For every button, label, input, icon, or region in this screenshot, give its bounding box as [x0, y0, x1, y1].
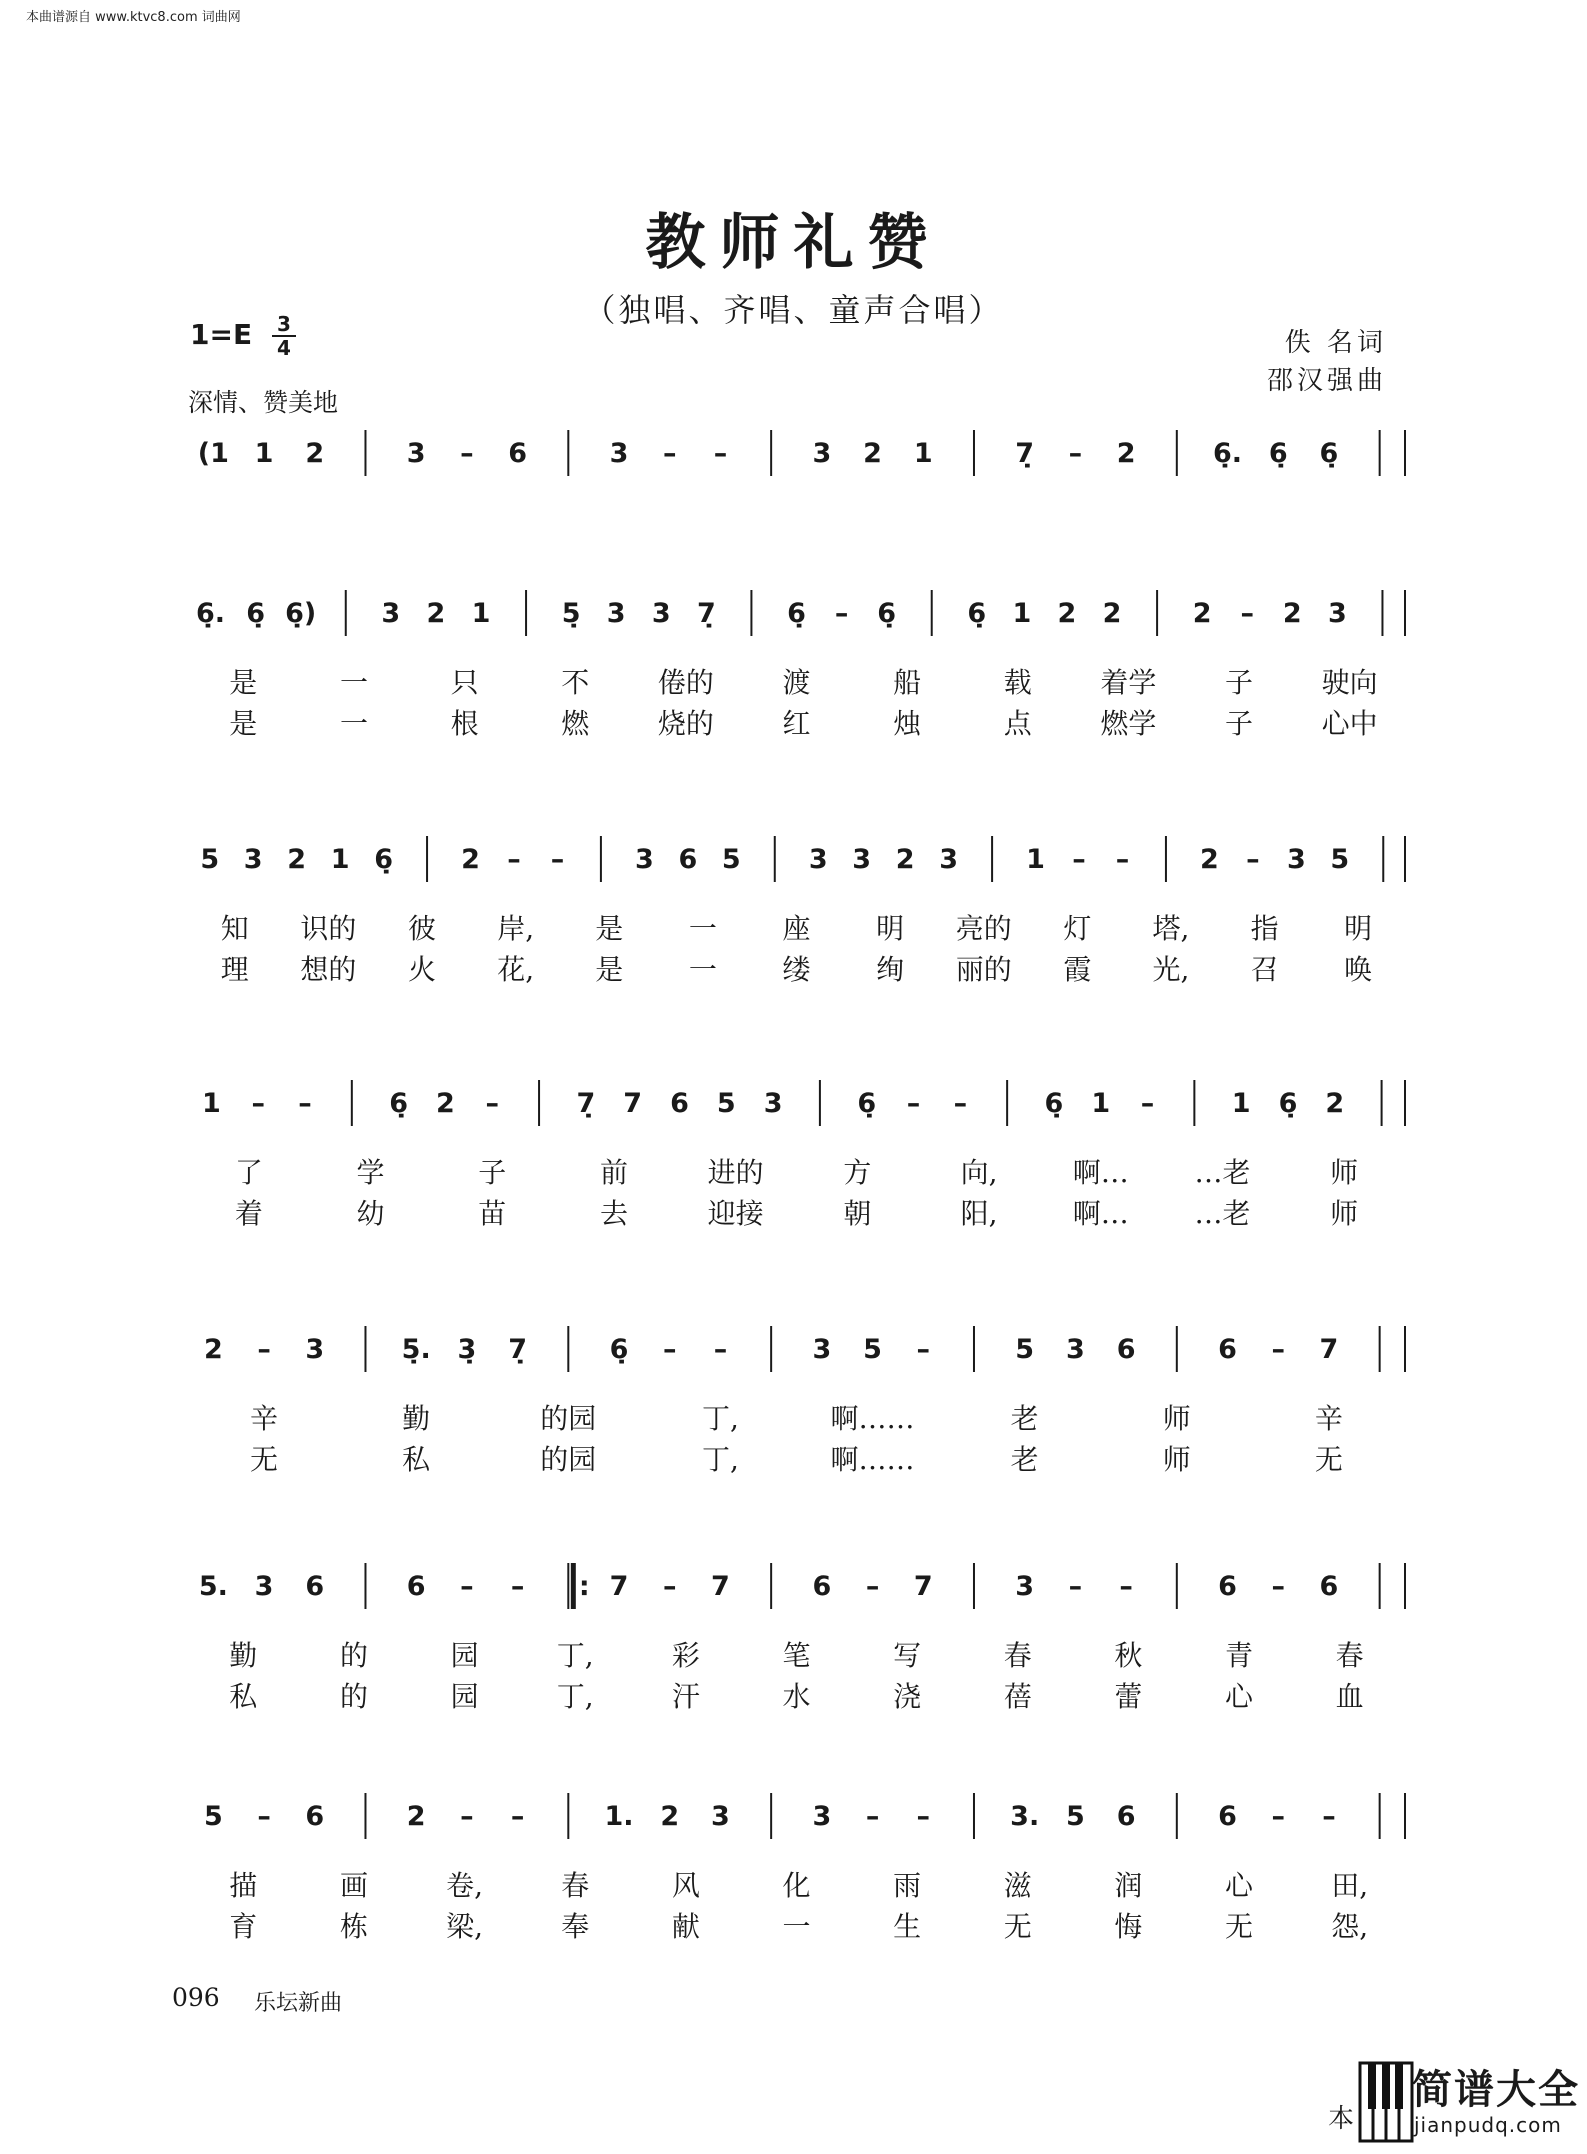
lyric-syllable: 召 — [1250, 953, 1279, 986]
lyric-syllable: 勤 — [229, 1639, 258, 1672]
lyric-syllable: 去 — [599, 1197, 628, 1230]
lyric-syllable: 学 — [356, 1156, 385, 1189]
lyric-syllable: 倦的 — [657, 666, 714, 699]
lyric-syllable: 着 — [234, 1197, 263, 1230]
lyric-syllable: 老 — [1010, 1402, 1039, 1435]
lyric-syllable: 悔 — [1114, 1910, 1143, 1943]
watermark-edge-char: 本 — [1328, 2104, 1355, 2134]
score-note: – — [1271, 1801, 1285, 1832]
score-note: 6̣ — [877, 598, 897, 629]
score-note: 3 — [1327, 598, 1347, 629]
lyric-syllable: 烧的 — [657, 707, 714, 740]
score-note: 3 — [651, 598, 671, 629]
score-note: 5. — [198, 1571, 228, 1602]
score-note: – — [460, 1801, 474, 1832]
composer-credit: 邵汉强曲 — [1266, 366, 1387, 396]
score-note: 3 — [634, 844, 654, 875]
lyric-syllable: 火 — [408, 953, 437, 986]
lyric-syllable: 燃学 — [1100, 707, 1157, 740]
lyric-syllable: 迎接 — [707, 1197, 764, 1230]
score-note: – — [251, 1088, 265, 1119]
lyric-syllable: 水 — [782, 1680, 811, 1713]
lyric-syllable: 丁, — [556, 1639, 594, 1672]
source-note: 本曲谱源自 www.ktvc8.com 词曲网 — [26, 10, 241, 25]
lyric-syllable: 汗 — [671, 1680, 700, 1713]
score-note: 6 — [1116, 1334, 1136, 1365]
magazine-name: 乐坛新曲 — [254, 1991, 343, 2016]
lyric-syllable: 丁, — [701, 1443, 739, 1476]
score-note: – — [1119, 1571, 1133, 1602]
lyric-syllable: 红 — [782, 707, 811, 740]
score-note: 2 — [1057, 598, 1077, 629]
lyric-syllable: 风 — [671, 1869, 700, 1902]
lyric-syllable: 向, — [960, 1156, 998, 1189]
lyric-syllable: 栋 — [339, 1910, 368, 1943]
lyric-syllable: 根 — [450, 707, 479, 740]
score-note: 7 — [609, 1571, 629, 1602]
lyric-syllable: 是 — [595, 912, 624, 945]
key-signature: 1=E — [190, 318, 253, 351]
score-note: 2 — [895, 844, 915, 875]
score-note: 6 — [812, 1571, 832, 1602]
lyric-syllable: 润 — [1114, 1869, 1143, 1902]
lyric-syllable: 丽的 — [955, 953, 1012, 986]
lyric-syllable: 雨 — [893, 1869, 922, 1902]
score-note: 2 — [436, 1088, 455, 1119]
lyric-syllable: 灯 — [1063, 912, 1092, 945]
score-note: – — [550, 844, 565, 875]
lyric-syllable: 师 — [1330, 1156, 1359, 1189]
score-note: 7 — [711, 1571, 730, 1602]
score-note: 7 — [913, 1571, 933, 1602]
score-note: 6̣ — [1319, 438, 1339, 469]
watermark-url: jianpudq.com — [1414, 2113, 1562, 2137]
score-note: 7 — [1319, 1334, 1339, 1365]
score-note: – — [460, 1571, 474, 1602]
lyric-syllable: 是 — [595, 953, 624, 986]
score-note: 6̣) — [285, 598, 317, 629]
score-note: 5 — [203, 1801, 223, 1832]
watermark-brand: 简谱大全 — [1412, 2067, 1580, 2113]
lyric-syllable: 只 — [450, 666, 479, 699]
lyricist-credit: 佚 名词 — [1284, 328, 1387, 358]
score-note: – — [1068, 1571, 1083, 1602]
lyric-syllable: 怨, — [1331, 1910, 1369, 1943]
score-note: 6̣ — [389, 1088, 409, 1119]
lyric-syllable: 前 — [599, 1156, 628, 1189]
lyric-syllable: 一 — [339, 666, 368, 699]
lyric-syllable: 无 — [1225, 1910, 1254, 1943]
score-note: – — [1068, 438, 1083, 469]
score-note: – — [953, 1088, 968, 1119]
score-note: 3 — [808, 844, 828, 875]
lyric-syllable: 啊… — [1072, 1197, 1129, 1230]
score-note: – — [662, 1334, 677, 1365]
lyric-syllable: 生 — [893, 1910, 922, 1943]
repeat-dots: : — [578, 1571, 590, 1602]
lyric-syllable: 船 — [893, 666, 922, 699]
score-note: 6̣ — [374, 844, 393, 875]
score-note: 2 — [1282, 598, 1302, 629]
score-note: 5 — [716, 1088, 736, 1119]
score-note: 2 — [406, 1801, 426, 1832]
lyric-syllable: 笔 — [782, 1639, 811, 1672]
score-note: 1 — [254, 438, 274, 469]
lyric-syllable: 光, — [1152, 953, 1190, 986]
time-bottom: 4 — [277, 336, 291, 360]
score-note: 2 — [305, 438, 325, 469]
score-note: – — [1271, 1334, 1285, 1365]
score-note: 3 — [939, 844, 959, 875]
score-note: 7̣ — [508, 1334, 528, 1365]
lyric-syllable: 进的 — [707, 1156, 764, 1189]
lyric-syllable: 的 — [339, 1680, 368, 1713]
score-note: 6̣ — [1278, 1088, 1298, 1119]
score-note: 7̣ — [1015, 438, 1035, 469]
score-note: – — [865, 1571, 880, 1602]
score-note: 6̣. — [196, 598, 226, 629]
page-number: 096 — [172, 1983, 220, 2012]
lyric-syllable: 座 — [782, 912, 811, 945]
lyric-syllable: 是 — [229, 707, 258, 740]
score-note: – — [713, 1334, 728, 1365]
score-note: 1 — [1231, 1088, 1251, 1119]
lyric-syllable: 霞 — [1063, 953, 1092, 986]
score-note: 5 — [721, 844, 741, 875]
score-note: 3 — [852, 844, 872, 875]
lyric-syllable: 师 — [1162, 1443, 1191, 1476]
lyric-syllable: 辛 — [1314, 1402, 1343, 1435]
lyric-syllable: 心 — [1225, 1680, 1254, 1713]
lyric-syllable: 的园 — [540, 1402, 597, 1435]
score-note: – — [460, 438, 474, 469]
score-note: – — [916, 1334, 931, 1365]
lyric-syllable: 蓓 — [1003, 1680, 1032, 1713]
lyric-syllable: 唤 — [1344, 953, 1373, 986]
lyric-syllable: 燃 — [561, 707, 590, 740]
lyric-syllable: 亮的 — [955, 912, 1012, 945]
score-note: 2 — [1116, 438, 1136, 469]
lyric-syllable: 塔, — [1152, 912, 1190, 945]
lyric-syllable: 知 — [220, 912, 249, 945]
lyric-syllable: 丁, — [701, 1402, 739, 1435]
score-note: – — [916, 1801, 931, 1832]
score-note: – — [1115, 844, 1130, 875]
score-note: 1 — [1091, 1088, 1111, 1119]
lyric-syllable: 私 — [402, 1443, 431, 1476]
score-note: – — [257, 1801, 271, 1832]
score-note: 1 — [202, 1088, 221, 1119]
lyric-syllable: 载 — [1003, 666, 1032, 699]
score-note: 5 — [200, 844, 220, 875]
score-note: 6 — [1319, 1571, 1339, 1602]
lyric-syllable: 卷, — [446, 1869, 484, 1902]
score-note: 6̣ — [1044, 1088, 1064, 1119]
score-note: 6 — [1218, 1801, 1237, 1832]
score-note: 7̣ — [696, 598, 716, 629]
score-note: – — [507, 844, 521, 875]
lyric-syllable: 师 — [1162, 1402, 1191, 1435]
score-note: – — [834, 598, 849, 629]
score-note: 3 — [381, 598, 401, 629]
lyric-syllable: 春 — [1003, 1639, 1032, 1672]
score-note: – — [1322, 1801, 1336, 1832]
score-note: 6̣ — [787, 598, 806, 629]
score-note: 2 — [287, 844, 307, 875]
lyric-syllable: 彩 — [671, 1639, 700, 1672]
lyric-syllable: 着学 — [1100, 666, 1157, 699]
lyric-syllable: 化 — [782, 1869, 811, 1902]
time-top: 3 — [277, 312, 291, 336]
score-note: 6̣. — [1212, 438, 1243, 469]
score-note: 6 — [508, 438, 528, 469]
score-note: 3 — [812, 1334, 832, 1365]
lyric-syllable: 岸, — [497, 912, 535, 945]
score-note: 3 — [243, 844, 263, 875]
lyric-syllable: …老 — [1194, 1156, 1251, 1189]
lyric-syllable: 无 — [1314, 1443, 1343, 1476]
song-subtitle: （独唱、齐唱、童声合唱） — [583, 291, 1004, 329]
lyric-syllable: 心 — [1225, 1869, 1254, 1902]
score-note: 3 — [711, 1801, 730, 1832]
lyric-syllable: 的 — [339, 1639, 368, 1672]
lyric-syllable: 朝 — [843, 1197, 872, 1230]
lyric-syllable: 彼 — [408, 912, 437, 945]
lyric-syllable: 秋 — [1114, 1639, 1143, 1672]
lyric-syllable: 苗 — [478, 1197, 507, 1230]
score-note: 5 — [1065, 1801, 1085, 1832]
score-note: 3 — [1286, 844, 1306, 875]
lyric-syllable: 子 — [1225, 666, 1254, 699]
lyric-syllable: 心中 — [1321, 707, 1378, 740]
score-note: 2 — [863, 438, 882, 469]
score-note: 3 — [305, 1334, 325, 1365]
lyric-syllable: 写 — [893, 1639, 922, 1672]
lyric-syllable: 画 — [339, 1869, 368, 1902]
score-note: – — [1140, 1088, 1155, 1119]
lyric-syllable: 春 — [1335, 1639, 1364, 1672]
score-note: – — [257, 1334, 271, 1365]
lyric-syllable: 梁, — [446, 1910, 484, 1943]
lyric-syllable: 滋 — [1003, 1869, 1032, 1902]
score-note: – — [662, 1571, 677, 1602]
lyric-syllable: 方 — [843, 1156, 872, 1189]
lyric-syllable: 私 — [229, 1680, 258, 1713]
score-note: 6 — [305, 1801, 325, 1832]
lyric-syllable: 青 — [1225, 1639, 1254, 1672]
lyric-syllable: 点 — [1003, 707, 1032, 740]
score-note: 2 — [461, 844, 480, 875]
lyric-syllable: 无 — [1003, 1910, 1032, 1943]
score-note: – — [510, 1571, 525, 1602]
lyric-syllable: 的园 — [540, 1443, 597, 1476]
score-note: 2 — [1192, 598, 1212, 629]
lyric-syllable: 啊…… — [830, 1402, 915, 1435]
score-note: 6 — [406, 1571, 426, 1602]
score-note: 6̣ — [857, 1088, 877, 1119]
lyric-syllable: 勤 — [402, 1402, 431, 1435]
lyric-syllable: 田, — [1331, 1869, 1369, 1902]
song-title: 教师礼赞 — [645, 208, 942, 278]
lyric-syllable: 献 — [671, 1910, 700, 1943]
score-note: – — [865, 1801, 880, 1832]
score-note: 2 — [426, 598, 446, 629]
lyric-syllable: 丁, — [556, 1680, 594, 1713]
lyric-syllable: 驶向 — [1321, 666, 1378, 699]
tempo-marking: 深情、赞美地 — [188, 388, 339, 417]
score-note: 5 — [863, 1334, 882, 1365]
score-note: 3 — [812, 1801, 832, 1832]
score-note: – — [662, 438, 677, 469]
lyric-syllable: 缕 — [782, 953, 811, 986]
score-note: 3 — [609, 438, 629, 469]
score-note: – — [906, 1088, 921, 1119]
score-note: – — [510, 1801, 525, 1832]
lyric-syllable: 明 — [1344, 912, 1373, 945]
score-note: 3 — [763, 1088, 783, 1119]
lyric-syllable: 奉 — [561, 1910, 590, 1943]
lyric-syllable: 了 — [234, 1156, 263, 1189]
score-note: 3. — [1010, 1801, 1040, 1832]
lyric-syllable: 明 — [876, 912, 905, 945]
lyric-syllable: 血 — [1335, 1680, 1364, 1713]
lyric-syllable: 园 — [450, 1639, 479, 1672]
score-note: – — [298, 1088, 312, 1119]
score-note: 2 — [1325, 1088, 1345, 1119]
lyric-syllable: 想的 — [300, 953, 357, 986]
lyric-syllable: 子 — [478, 1156, 507, 1189]
lyric-syllable: 子 — [1225, 707, 1254, 740]
score-note: 7̣ — [576, 1088, 596, 1119]
score-note: 6 — [1218, 1334, 1237, 1365]
lyric-syllable: 一 — [339, 707, 368, 740]
score-note: 6 — [1116, 1801, 1136, 1832]
lyric-syllable: 辛 — [250, 1402, 279, 1435]
lyric-syllable: 花, — [497, 953, 535, 986]
score-note: 7 — [623, 1088, 643, 1119]
score-note: 1 — [1012, 598, 1032, 629]
lyric-syllable: …老 — [1194, 1197, 1251, 1230]
score-note: 5̣. — [401, 1334, 431, 1365]
lyric-syllable: 春 — [561, 1869, 590, 1902]
lyric-syllable: 描 — [229, 1869, 258, 1902]
score-note: 3 — [1065, 1334, 1085, 1365]
score-note: 2 — [1102, 598, 1122, 629]
score-note: – — [485, 1088, 499, 1119]
score-note: 6̣ — [246, 598, 266, 629]
score-note: 3 — [812, 438, 832, 469]
score-note: 6̣ — [1268, 438, 1288, 469]
lyric-syllable: 蕾 — [1114, 1680, 1143, 1713]
lyric-syllable: 是 — [229, 666, 258, 699]
lyric-syllable: 理 — [220, 953, 249, 986]
lyric-syllable: 指 — [1250, 912, 1279, 945]
lyric-syllable: 一 — [688, 953, 717, 986]
score-note: 1 — [330, 844, 350, 875]
score-note: 3 — [406, 438, 426, 469]
lyric-syllable: 绚 — [876, 953, 905, 986]
score-note: – — [713, 438, 728, 469]
score-note: 1 — [913, 438, 933, 469]
score-note: 2 — [203, 1334, 223, 1365]
score-note: 1 — [1026, 844, 1045, 875]
score-note: – — [1271, 1571, 1285, 1602]
score-note: 6 — [305, 1571, 325, 1602]
score-note: 2 — [1200, 844, 1219, 875]
score-note: 6 — [670, 1088, 689, 1119]
score-note: 5 — [1330, 844, 1350, 875]
score-note: 2 — [660, 1801, 680, 1832]
lyric-syllable: 识的 — [300, 912, 357, 945]
lyric-syllable: 渡 — [782, 666, 811, 699]
lyric-syllable: 啊… — [1072, 1156, 1129, 1189]
score-note: 3̣ — [457, 1334, 477, 1365]
lyric-syllable: 师 — [1330, 1197, 1359, 1230]
lyric-syllable: 一 — [782, 1910, 811, 1943]
score-note: 3 — [1015, 1571, 1035, 1602]
score-note: 1 — [471, 598, 491, 629]
lyric-syllable: 育 — [229, 1910, 258, 1943]
score-note: 5 — [1015, 1334, 1035, 1365]
score-note: 3 — [254, 1571, 274, 1602]
score-note: 6 — [1218, 1571, 1237, 1602]
lyric-syllable: 浇 — [893, 1680, 922, 1713]
score-note: 6̣ — [609, 1334, 629, 1365]
score-note: – — [1072, 844, 1086, 875]
lyric-syllable: 无 — [250, 1443, 279, 1476]
score-note: (1 — [197, 438, 229, 469]
lyric-syllable: 园 — [450, 1680, 479, 1713]
score-note: – — [1246, 844, 1260, 875]
score-note: 3 — [606, 598, 626, 629]
lyric-syllable: 烛 — [893, 707, 922, 740]
score-note: – — [1240, 598, 1254, 629]
score-note: 6̣ — [967, 598, 987, 629]
lyric-syllable: 啊…… — [830, 1443, 915, 1476]
score-note: 6 — [678, 844, 698, 875]
lyric-syllable: 不 — [561, 666, 590, 699]
score-note: 5̣ — [561, 598, 581, 629]
score-note: 1. — [604, 1801, 634, 1832]
lyric-syllable: 幼 — [356, 1197, 385, 1230]
lyric-syllable: 老 — [1010, 1443, 1039, 1476]
lyric-syllable: 一 — [688, 912, 717, 945]
lyric-syllable: 阳, — [960, 1197, 998, 1230]
